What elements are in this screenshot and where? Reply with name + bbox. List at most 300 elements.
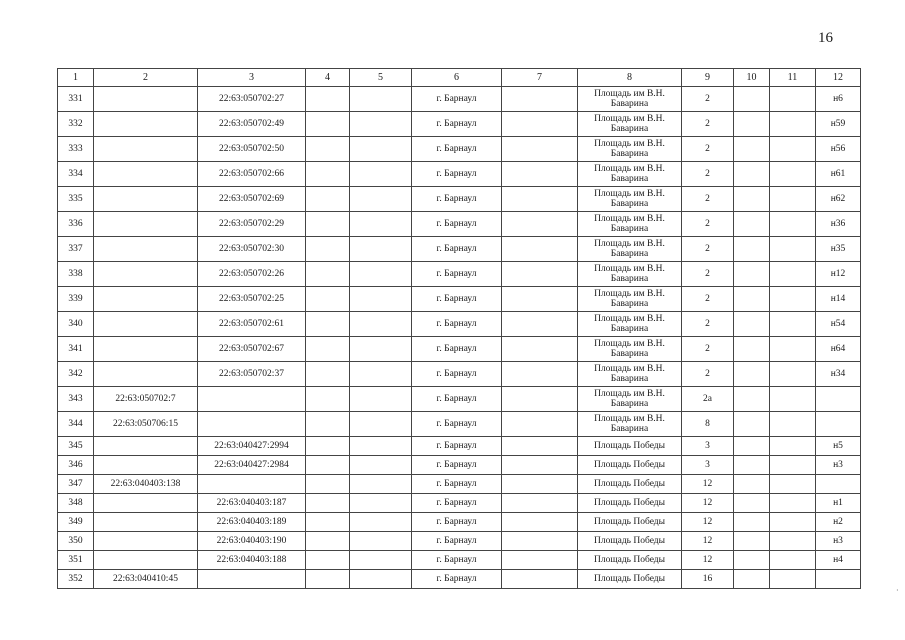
empty-cell: [502, 387, 578, 412]
empty-cell: [770, 237, 816, 262]
settlement-cell: г. Барнаул: [412, 262, 502, 287]
empty-cell: [502, 87, 578, 112]
premises-number-cell: н2: [816, 513, 861, 532]
settlement-cell: г. Барнаул: [412, 456, 502, 475]
empty-cell: [502, 513, 578, 532]
empty-cell: [306, 387, 350, 412]
house-number-cell: 2: [682, 287, 734, 312]
house-number-cell: 2: [682, 337, 734, 362]
empty-cell: [734, 137, 770, 162]
settlement-cell: г. Барнаул: [412, 162, 502, 187]
table-row: [58, 287, 861, 312]
column-header: 2: [94, 69, 198, 87]
table-row: [58, 570, 861, 589]
empty-cell: [734, 337, 770, 362]
cadastral-number-cell: [94, 513, 198, 532]
settlement-cell: г. Барнаул: [412, 112, 502, 137]
column-header: 4: [306, 69, 350, 87]
empty-cell: [306, 262, 350, 287]
empty-cell: [734, 287, 770, 312]
page-number: 16: [818, 30, 833, 46]
empty-cell: [770, 362, 816, 387]
settlement-cell: г. Барнаул: [412, 570, 502, 589]
row-number-cell: 333: [58, 137, 94, 162]
settlement-cell: г. Барнаул: [412, 513, 502, 532]
empty-cell: [734, 387, 770, 412]
premises-number-cell: н56: [816, 137, 861, 162]
house-number-cell: 2: [682, 187, 734, 212]
empty-cell: [350, 412, 412, 437]
address-cell: Площадь им В.Н. Баварина: [578, 362, 682, 387]
table-row: [58, 337, 861, 362]
row-number-cell: 345: [58, 437, 94, 456]
column-header: 3: [198, 69, 306, 87]
row-number-cell: 340: [58, 312, 94, 337]
table-row: [58, 212, 861, 237]
empty-cell: [350, 337, 412, 362]
empty-cell: [734, 532, 770, 551]
column-header: 7: [502, 69, 578, 87]
empty-cell: [734, 312, 770, 337]
column-header: 6: [412, 69, 502, 87]
address-cell: Площадь Победы: [578, 513, 682, 532]
scan-speck: ·: [896, 586, 899, 595]
address-cell: Площадь Победы: [578, 551, 682, 570]
cadastral-number-cell: 22:63:050702:27: [198, 87, 306, 112]
empty-cell: [306, 437, 350, 456]
house-number-cell: 12: [682, 551, 734, 570]
empty-cell: [350, 362, 412, 387]
empty-cell: [770, 112, 816, 137]
registry-table: [57, 68, 861, 589]
row-number-cell: 332: [58, 112, 94, 137]
cadastral-number-cell: 22:63:050702:29: [198, 212, 306, 237]
table-row: [58, 412, 861, 437]
premises-number-cell: н3: [816, 532, 861, 551]
empty-cell: [734, 551, 770, 570]
empty-cell: [306, 337, 350, 362]
cadastral-number-cell: [94, 551, 198, 570]
empty-cell: [306, 475, 350, 494]
cadastral-number-cell: [94, 212, 198, 237]
empty-cell: [350, 87, 412, 112]
address-cell: Площадь им В.Н. Баварина: [578, 387, 682, 412]
empty-cell: [306, 551, 350, 570]
cadastral-number-cell: 22:63:040403:187: [198, 494, 306, 513]
address-cell: Площадь им В.Н. Баварина: [578, 287, 682, 312]
premises-number-cell: н62: [816, 187, 861, 212]
empty-cell: [770, 312, 816, 337]
address-cell: Площадь им В.Н. Баварина: [578, 137, 682, 162]
empty-cell: [502, 570, 578, 589]
cadastral-number-cell: 22:63:050706:15: [94, 412, 198, 437]
empty-cell: [502, 312, 578, 337]
premises-number-cell: н35: [816, 237, 861, 262]
empty-cell: [734, 513, 770, 532]
empty-cell: [770, 513, 816, 532]
empty-cell: [350, 262, 412, 287]
settlement-cell: г. Барнаул: [412, 212, 502, 237]
house-number-cell: 2: [682, 212, 734, 237]
empty-cell: [770, 475, 816, 494]
row-number-cell: 342: [58, 362, 94, 387]
settlement-cell: г. Барнаул: [412, 412, 502, 437]
house-number-cell: 2: [682, 312, 734, 337]
empty-cell: [770, 494, 816, 513]
address-cell: Площадь Победы: [578, 532, 682, 551]
premises-number-cell: н61: [816, 162, 861, 187]
premises-number-cell: н5: [816, 437, 861, 456]
table-row: [58, 237, 861, 262]
empty-cell: [306, 287, 350, 312]
address-cell: Площадь Победы: [578, 437, 682, 456]
empty-cell: [770, 212, 816, 237]
settlement-cell: г. Барнаул: [412, 337, 502, 362]
empty-cell: [502, 437, 578, 456]
cadastral-number-cell: [94, 112, 198, 137]
premises-number-cell: н34: [816, 362, 861, 387]
empty-cell: [734, 570, 770, 589]
cadastral-number-cell: [198, 412, 306, 437]
empty-cell: [306, 532, 350, 551]
empty-cell: [350, 187, 412, 212]
settlement-cell: г. Барнаул: [412, 362, 502, 387]
column-header: 1: [58, 69, 94, 87]
address-cell: Площадь им В.Н. Баварина: [578, 87, 682, 112]
row-number-cell: 331: [58, 87, 94, 112]
empty-cell: [734, 262, 770, 287]
premises-number-cell: н14: [816, 287, 861, 312]
premises-number-cell: [816, 412, 861, 437]
empty-cell: [306, 137, 350, 162]
address-cell: Площадь Победы: [578, 475, 682, 494]
house-number-cell: 16: [682, 570, 734, 589]
table-row: [58, 312, 861, 337]
row-number-cell: 341: [58, 337, 94, 362]
address-cell: Площадь им В.Н. Баварина: [578, 162, 682, 187]
cadastral-number-cell: 22:63:040410:45: [94, 570, 198, 589]
cadastral-number-cell: [198, 475, 306, 494]
premises-number-cell: н6: [816, 87, 861, 112]
premises-number-cell: [816, 570, 861, 589]
cadastral-number-cell: [198, 387, 306, 412]
table-row: [58, 551, 861, 570]
address-cell: Площадь им В.Н. Баварина: [578, 237, 682, 262]
cadastral-number-cell: 22:63:050702:37: [198, 362, 306, 387]
table-row: [58, 112, 861, 137]
settlement-cell: г. Барнаул: [412, 387, 502, 412]
settlement-cell: г. Барнаул: [412, 237, 502, 262]
table-row: [58, 87, 861, 112]
column-header: 8: [578, 69, 682, 87]
empty-cell: [734, 362, 770, 387]
house-number-cell: 12: [682, 494, 734, 513]
row-number-cell: 351: [58, 551, 94, 570]
house-number-cell: 12: [682, 532, 734, 551]
settlement-cell: г. Барнаул: [412, 551, 502, 570]
cadastral-number-cell: 22:63:040427:2994: [198, 437, 306, 456]
address-cell: Площадь им В.Н. Баварина: [578, 262, 682, 287]
table-row: [58, 162, 861, 187]
empty-cell: [770, 412, 816, 437]
row-number-cell: 344: [58, 412, 94, 437]
empty-cell: [502, 362, 578, 387]
empty-cell: [502, 475, 578, 494]
table-row: [58, 187, 861, 212]
empty-cell: [770, 337, 816, 362]
empty-cell: [350, 551, 412, 570]
empty-cell: [502, 212, 578, 237]
empty-cell: [770, 551, 816, 570]
empty-cell: [734, 162, 770, 187]
house-number-cell: 2: [682, 237, 734, 262]
column-header: 11: [770, 69, 816, 87]
empty-cell: [350, 387, 412, 412]
empty-cell: [770, 262, 816, 287]
cadastral-number-cell: [94, 137, 198, 162]
empty-cell: [350, 437, 412, 456]
column-header: 5: [350, 69, 412, 87]
empty-cell: [306, 456, 350, 475]
row-number-cell: 352: [58, 570, 94, 589]
cadastral-number-cell: 22:63:050702:50: [198, 137, 306, 162]
cadastral-number-cell: [94, 337, 198, 362]
empty-cell: [306, 312, 350, 337]
cadastral-number-cell: 22:63:040403:138: [94, 475, 198, 494]
cadastral-number-cell: 22:63:050702:25: [198, 287, 306, 312]
empty-cell: [770, 87, 816, 112]
empty-cell: [734, 412, 770, 437]
empty-cell: [350, 475, 412, 494]
address-cell: Площадь Победы: [578, 570, 682, 589]
empty-cell: [502, 162, 578, 187]
empty-cell: [350, 237, 412, 262]
cadastral-number-cell: [94, 237, 198, 262]
row-number-cell: 334: [58, 162, 94, 187]
empty-cell: [502, 337, 578, 362]
empty-cell: [502, 237, 578, 262]
row-number-cell: 343: [58, 387, 94, 412]
cadastral-number-cell: [94, 87, 198, 112]
house-number-cell: 2: [682, 112, 734, 137]
house-number-cell: 2а: [682, 387, 734, 412]
empty-cell: [770, 456, 816, 475]
table-row: [58, 494, 861, 513]
row-number-cell: 347: [58, 475, 94, 494]
empty-cell: [502, 262, 578, 287]
premises-number-cell: [816, 475, 861, 494]
cadastral-number-cell: [94, 437, 198, 456]
table-row: [58, 437, 861, 456]
empty-cell: [734, 456, 770, 475]
house-number-cell: 12: [682, 475, 734, 494]
settlement-cell: г. Барнаул: [412, 137, 502, 162]
empty-cell: [306, 112, 350, 137]
settlement-cell: г. Барнаул: [412, 494, 502, 513]
cadastral-number-cell: 22:63:050702:7: [94, 387, 198, 412]
empty-cell: [770, 387, 816, 412]
empty-cell: [502, 412, 578, 437]
row-number-cell: 337: [58, 237, 94, 262]
empty-cell: [350, 570, 412, 589]
empty-cell: [350, 312, 412, 337]
house-number-cell: 2: [682, 262, 734, 287]
cadastral-number-cell: 22:63:050702:67: [198, 337, 306, 362]
address-cell: Площадь им В.Н. Баварина: [578, 312, 682, 337]
cadastral-number-cell: 22:63:040427:2984: [198, 456, 306, 475]
empty-cell: [350, 212, 412, 237]
cadastral-number-cell: [94, 187, 198, 212]
cadastral-number-cell: 22:63:050702:30: [198, 237, 306, 262]
cadastral-number-cell: [94, 362, 198, 387]
table-row: [58, 262, 861, 287]
empty-cell: [770, 287, 816, 312]
empty-cell: [770, 137, 816, 162]
cadastral-number-cell: 22:63:050702:61: [198, 312, 306, 337]
empty-cell: [306, 212, 350, 237]
empty-cell: [350, 494, 412, 513]
house-number-cell: 2: [682, 87, 734, 112]
settlement-cell: г. Барнаул: [412, 312, 502, 337]
premises-number-cell: н12: [816, 262, 861, 287]
settlement-cell: г. Барнаул: [412, 437, 502, 456]
settlement-cell: г. Барнаул: [412, 187, 502, 212]
column-header: 12: [816, 69, 861, 87]
table-row: [58, 475, 861, 494]
table-row: [58, 137, 861, 162]
empty-cell: [734, 475, 770, 494]
empty-cell: [502, 187, 578, 212]
cadastral-number-cell: [94, 456, 198, 475]
cadastral-number-cell: 22:63:040403:188: [198, 551, 306, 570]
empty-cell: [502, 532, 578, 551]
empty-cell: [350, 532, 412, 551]
cadastral-number-cell: 22:63:040403:190: [198, 532, 306, 551]
empty-cell: [306, 162, 350, 187]
premises-number-cell: н54: [816, 312, 861, 337]
cadastral-number-cell: 22:63:050702:69: [198, 187, 306, 212]
address-cell: Площадь им В.Н. Баварина: [578, 112, 682, 137]
cadastral-number-cell: 22:63:050702:26: [198, 262, 306, 287]
empty-cell: [306, 513, 350, 532]
address-cell: Площадь Победы: [578, 494, 682, 513]
empty-cell: [502, 456, 578, 475]
empty-cell: [734, 187, 770, 212]
empty-cell: [734, 112, 770, 137]
cadastral-number-cell: 22:63:050702:49: [198, 112, 306, 137]
row-number-cell: 336: [58, 212, 94, 237]
settlement-cell: г. Барнаул: [412, 532, 502, 551]
empty-cell: [734, 437, 770, 456]
empty-cell: [350, 456, 412, 475]
column-header: 9: [682, 69, 734, 87]
row-number-cell: 339: [58, 287, 94, 312]
house-number-cell: 2: [682, 362, 734, 387]
cadastral-number-cell: [94, 287, 198, 312]
house-number-cell: 2: [682, 162, 734, 187]
row-number-cell: 349: [58, 513, 94, 532]
empty-cell: [306, 362, 350, 387]
house-number-cell: 3: [682, 456, 734, 475]
row-number-cell: 335: [58, 187, 94, 212]
table-row: [58, 513, 861, 532]
house-number-cell: 3: [682, 437, 734, 456]
house-number-cell: 8: [682, 412, 734, 437]
table-row: [58, 387, 861, 412]
header-row: [58, 69, 861, 87]
empty-cell: [770, 437, 816, 456]
empty-cell: [734, 237, 770, 262]
premises-number-cell: н59: [816, 112, 861, 137]
cadastral-number-cell: [94, 262, 198, 287]
empty-cell: [306, 187, 350, 212]
empty-cell: [770, 187, 816, 212]
empty-cell: [306, 87, 350, 112]
address-cell: Площадь им В.Н. Баварина: [578, 187, 682, 212]
cadastral-number-cell: 22:63:040403:189: [198, 513, 306, 532]
cadastral-number-cell: [94, 312, 198, 337]
empty-cell: [502, 551, 578, 570]
settlement-cell: г. Барнаул: [412, 87, 502, 112]
empty-cell: [502, 137, 578, 162]
empty-cell: [306, 237, 350, 262]
premises-number-cell: н1: [816, 494, 861, 513]
row-number-cell: 346: [58, 456, 94, 475]
empty-cell: [350, 162, 412, 187]
address-cell: Площадь им В.Н. Баварина: [578, 412, 682, 437]
address-cell: Площадь им В.Н. Баварина: [578, 212, 682, 237]
empty-cell: [770, 532, 816, 551]
premises-number-cell: н4: [816, 551, 861, 570]
column-header: 10: [734, 69, 770, 87]
empty-cell: [770, 162, 816, 187]
empty-cell: [734, 494, 770, 513]
premises-number-cell: [816, 387, 861, 412]
empty-cell: [350, 137, 412, 162]
house-number-cell: 12: [682, 513, 734, 532]
empty-cell: [770, 570, 816, 589]
row-number-cell: 350: [58, 532, 94, 551]
house-number-cell: 2: [682, 137, 734, 162]
cadastral-number-cell: [94, 532, 198, 551]
empty-cell: [734, 87, 770, 112]
empty-cell: [502, 494, 578, 513]
cadastral-number-cell: [198, 570, 306, 589]
premises-number-cell: н3: [816, 456, 861, 475]
settlement-cell: г. Барнаул: [412, 475, 502, 494]
premises-number-cell: н64: [816, 337, 861, 362]
address-cell: Площадь Победы: [578, 456, 682, 475]
empty-cell: [502, 112, 578, 137]
settlement-cell: г. Барнаул: [412, 287, 502, 312]
cadastral-number-cell: 22:63:050702:66: [198, 162, 306, 187]
empty-cell: [306, 412, 350, 437]
empty-cell: [350, 513, 412, 532]
empty-cell: [306, 570, 350, 589]
cadastral-number-cell: [94, 494, 198, 513]
address-cell: Площадь им В.Н. Баварина: [578, 337, 682, 362]
empty-cell: [350, 287, 412, 312]
table-row: [58, 456, 861, 475]
table-row: [58, 532, 861, 551]
premises-number-cell: н36: [816, 212, 861, 237]
row-number-cell: 348: [58, 494, 94, 513]
empty-cell: [306, 494, 350, 513]
empty-cell: [350, 112, 412, 137]
cadastral-number-cell: [94, 162, 198, 187]
row-number-cell: 338: [58, 262, 94, 287]
table-row: [58, 362, 861, 387]
